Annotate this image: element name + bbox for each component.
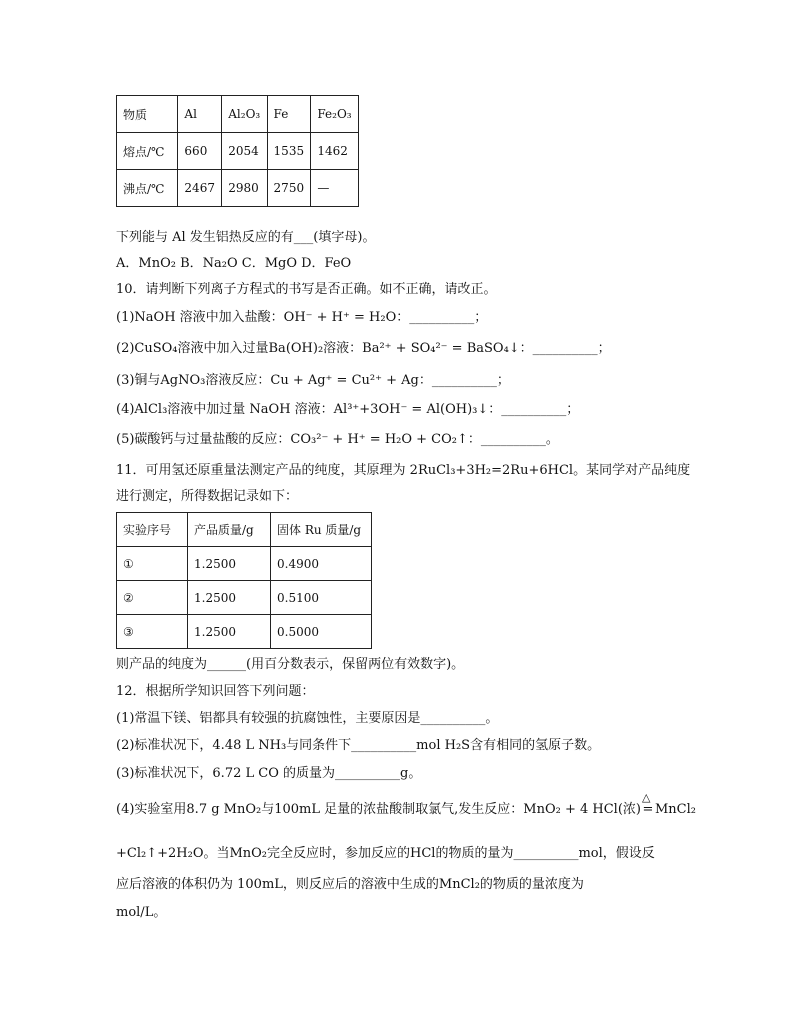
q10-title: 10．请判断下列离子方程式的书写是否正确。如不正确，请改正。 [116,282,497,297]
q11-answer: 则产品的纯度为______(用百分数表示，保留两位有效数字)。 [116,657,465,672]
q12-item-2: (2)标准状况下，4.48 L NH₃与同条件下__________mol H₂S含有相同的氢原子数。 [116,738,601,753]
table-row [117,547,372,581]
table-cell: 0.5100 [271,581,372,615]
table-row [117,581,372,615]
table-header-row [117,513,372,547]
q10-item-4: (4)AlCl₃溶液中加过量 NaOH 溶液：Al³⁺+3OH⁻ = Al(OH)₃↓：__________； [116,402,580,417]
table-cell: 熔点/℃ [117,133,178,170]
table-cell: 1.2500 [188,615,271,649]
q12-item4-line4: mol/L。 [116,905,167,920]
table-cell: 产品质量/g [188,513,271,547]
table-cell: ③ [117,615,188,649]
q12-item4-line1 [116,791,696,819]
equals-symbol: = [642,802,654,817]
q10-item-2: (2)CuSO₄溶液中加入过量Ba(OH)₂溶液：Ba²⁺ + SO₄²⁻ = BaSO₄↓：__________； [116,341,611,356]
q12-item-3: (3)标准状况下，6.72 L CO 的质量为__________g。 [116,766,422,781]
table-cell: Al [178,96,222,133]
table-cell: Fe₂O₃ [311,96,359,133]
table-cell: 2750 [267,170,311,207]
table-cell: 1535 [267,133,311,170]
table-cell: 2980 [222,170,267,207]
table-cell: 2054 [222,133,267,170]
table-cell: ② [117,581,188,615]
table-cell: 物质 [117,96,178,133]
q12-title: 12．根据所学知识回答下列问题： [116,684,315,699]
table-row [117,133,359,170]
q12-item4-product: MnCl₂ [654,802,696,817]
table-cell: 0.4900 [271,547,372,581]
table-header-row [117,96,359,133]
melting-boiling-table [116,95,359,207]
table-cell: 沸点/℃ [117,170,178,207]
q12-item-1: (1)常温下镁、铝都具有较强的抗腐蚀性，主要原因是__________。 [116,711,499,726]
delta-symbol: △ [641,791,651,804]
q11-line1: 11．可用氢还原重量法测定产品的纯度，其原理为 2RuCl₃+3H₂=2Ru+6HCl。某同学对产品纯度 [116,463,691,478]
q12-item4-text: (4)实验室用8.7 g MnO₂与100mL 足量的浓盐酸制取氯气,发生反应：MnO₂ + 4 HCl(浓) [116,802,641,817]
q11-line2: 进行测定，所得数据记录如下： [116,489,299,504]
table-cell: — [311,170,359,207]
q9-options: A．MnO₂ B．Na₂O C．MgO D．FeO [116,256,352,271]
q12-item4-line2: +Cl₂↑+2H₂O。当MnO₂完全反应时，参加反应的HCl的物质的量为__________mol，假设反 [116,846,655,861]
table-cell: 固体 Ru 质量/g [271,513,372,547]
reaction-condition-heat [641,791,655,819]
ru-purity-table [116,512,372,649]
table-row [117,615,372,649]
table-cell: 2467 [178,170,222,207]
table-cell: 660 [178,133,222,170]
q10-item-3: (3)铜与AgNO₃溶液反应：Cu + Ag⁺ = Cu²⁺ + Ag：__________； [116,373,510,388]
table-cell: 1.2500 [188,547,271,581]
table-cell: 0.5000 [271,615,372,649]
q10-item-5: (5)碳酸钙与过量盐酸的反应：CO₃²⁻ + H⁺ = H₂O + CO₂↑：__________。 [116,432,559,447]
table-cell: Al₂O₃ [222,96,267,133]
table-cell: ① [117,547,188,581]
q10-item-1: (1)NaOH 溶液中加入盐酸：OH⁻ + H⁺ = H₂O：__________； [116,310,488,325]
q9-prompt: 下列能与 Al 发生铝热反应的有___(填字母)。 [116,230,376,245]
table-cell: Fe [267,96,311,133]
q12-item4-line3: 应后溶液的体积仍为 100mL，则反应后的溶液中生成的MnCl₂的物质的量浓度为 [116,877,584,892]
table-cell: 1.2500 [188,581,271,615]
table-cell: 1462 [311,133,359,170]
table-row [117,170,359,207]
table-cell: 实验序号 [117,513,188,547]
